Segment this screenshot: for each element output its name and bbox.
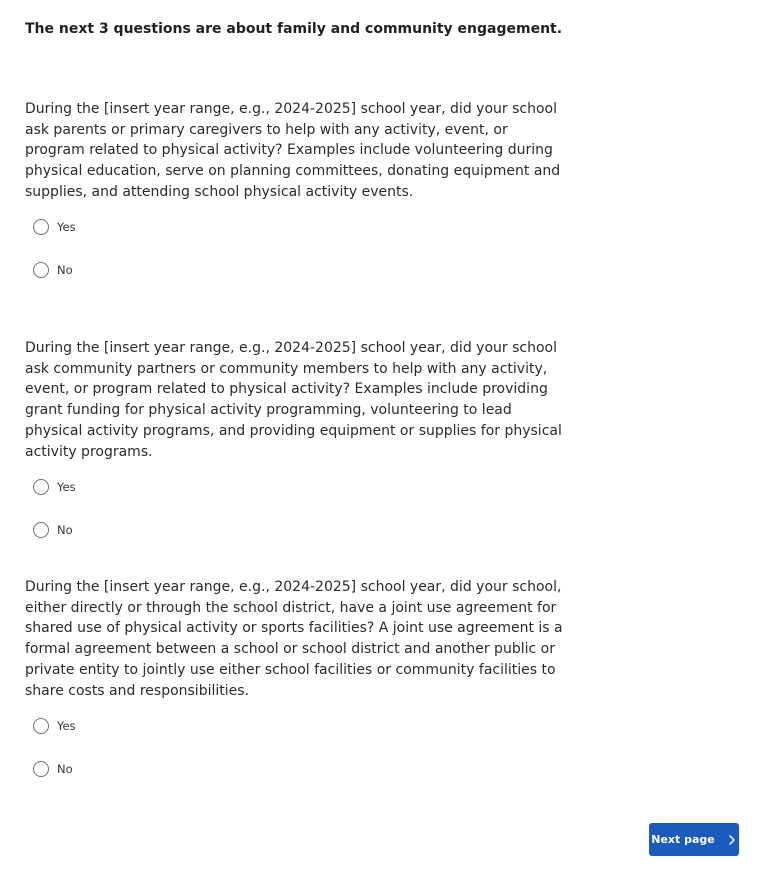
- radio-button[interactable]: [33, 718, 49, 734]
- next-page-label: Next page: [651, 833, 715, 846]
- question-2: [25, 338, 570, 539]
- question-1-option-yes[interactable]: [33, 218, 570, 237]
- question-3-text: During the [insert year range, e.g., 2024-2025] school year, did your school, either directly or through the school district, have a joint use agreement for shared use of physical activity or sports facilities? A joint use agreement is a formal agreement between a school or school district and another public or private entity to jointly use either school facilities or community facilities to share costs and responsibilities.: [25, 579, 563, 699]
- question-2-option-yes[interactable]: [33, 477, 570, 496]
- question-2-options: [25, 477, 570, 539]
- question-2-option-no[interactable]: [33, 520, 570, 539]
- option-label: Yes: [57, 220, 76, 235]
- radio-button[interactable]: [33, 262, 49, 278]
- question-3: [25, 577, 570, 778]
- question-1-text: During the [insert year range, e.g., 2024-2025] school year, did your school ask parents or primary caregivers to help with any activity, event, or program related to physical activity? Examples include volunteering during physical education, serve on planning committees, donating equipment and supplies, and attending school physical activity events.: [25, 101, 561, 200]
- chevron-right-icon: [727, 835, 737, 845]
- question-2-text: During the [insert year range, e.g., 2024-2025] school year, did your school ask community partners or community members to help with any activity, event, or program related to physical activity? Examples include providing grant funding for physical activity programming, volunteering to lead physical activity programs, and providing equipment or supplies for physical activity programs.: [25, 340, 562, 460]
- radio-button[interactable]: [33, 522, 49, 538]
- option-label: No: [57, 761, 73, 776]
- option-label: No: [57, 522, 73, 537]
- option-label: Yes: [57, 718, 76, 733]
- radio-button[interactable]: [33, 219, 49, 235]
- question-1: [25, 99, 570, 280]
- question-1-options: [25, 218, 570, 280]
- question-3-option-no[interactable]: [33, 759, 570, 778]
- option-label: No: [57, 263, 73, 278]
- question-3-option-yes[interactable]: [33, 716, 570, 735]
- radio-button[interactable]: [33, 761, 49, 777]
- option-label: Yes: [57, 479, 76, 494]
- question-3-options: [25, 716, 570, 778]
- radio-button[interactable]: [33, 479, 49, 495]
- next-page-button[interactable]: [649, 823, 739, 856]
- question-1-option-no[interactable]: [33, 261, 570, 280]
- section-intro: The next 3 questions are about family and community engagement.: [25, 21, 563, 37]
